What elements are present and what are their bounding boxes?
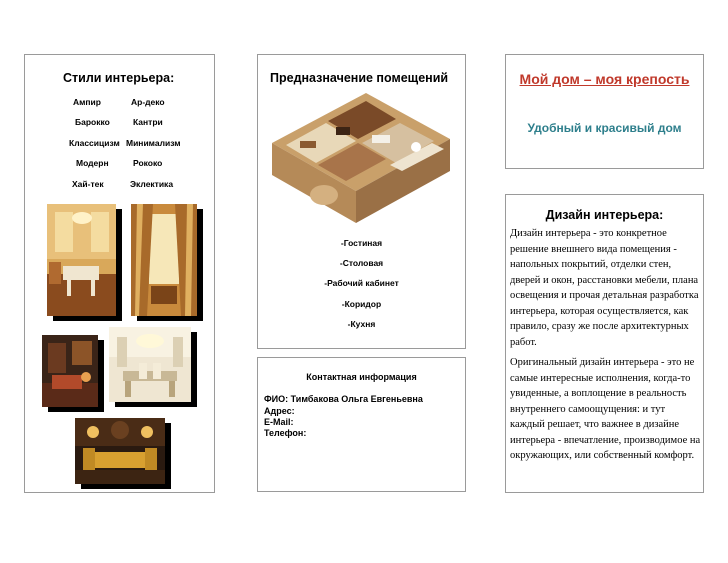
interior-photo-white-dining-room	[109, 327, 191, 402]
contact-panel	[257, 357, 466, 492]
style-item: Кантри	[133, 117, 163, 127]
title-panel	[505, 54, 704, 169]
brand-subtitle: Удобный и красивый дом	[527, 121, 682, 135]
style-item: Классицизм	[69, 138, 120, 148]
design-paragraph-2: Оригинальный дизайн интерьера - это не самые интересные исполнения, когда-то увиденные, а воплощение в реальность внутреннего самоощущения: и тут каждый решает, что важнее в дизайне интерьера - впечатление, производимое на окружающих, или собственный комфорт.	[510, 357, 701, 461]
contact-fio: ФИО: Тимбакова Ольга Евгеньевна	[264, 394, 423, 404]
design-heading: Дизайн интерьера:	[545, 208, 664, 222]
contact-address: Адрес:	[264, 406, 295, 416]
design-paragraph-1: Дизайн интерьера - это конкретное решение внешнего вида помещения - напольных покрытий, отделки стен, дверей и окон, расстановки мебели, плана освещения и прочая детальная разработка интерьера, которая осуществляется, как правило, сразу же после архитектурных работ.	[510, 228, 699, 348]
room-item: -Рабочий кабинет	[324, 278, 399, 288]
room-item: -Гостиная	[340, 238, 383, 248]
style-item: Ар-деко	[131, 97, 165, 107]
design-description	[510, 226, 702, 469]
design-panel	[505, 194, 704, 493]
contact-heading: Контактная информация	[306, 372, 417, 382]
room-item: -Столовая	[339, 258, 384, 268]
interior-photo-golden-lounge	[75, 418, 165, 484]
contact-phone: Телефон:	[264, 428, 307, 438]
interior-photo-classic-living-room	[47, 204, 116, 316]
room-item: -Кухня	[347, 319, 376, 329]
apartment-3d-plan-image	[266, 83, 456, 228]
style-item: Эклектика	[130, 179, 174, 189]
brand-title: Мой дом – моя крепость	[519, 71, 690, 87]
style-item: Модерн	[76, 158, 109, 168]
style-item: Ампир	[73, 97, 101, 107]
style-item: Рококо	[133, 158, 163, 168]
contact-email: E-Mail:	[264, 417, 294, 427]
styles-heading: Стили интерьера:	[63, 71, 175, 85]
interior-photo-curtains	[131, 204, 197, 316]
style-item: Минимализм	[126, 138, 181, 148]
style-item: Барокко	[75, 117, 110, 127]
rooms-heading: Предназначение помещений	[270, 71, 449, 85]
interior-photo-dark-room	[42, 335, 98, 407]
style-item: Хай-тек	[72, 179, 104, 189]
rooms-panel	[257, 54, 466, 349]
styles-panel	[24, 54, 215, 493]
room-item: -Коридор	[341, 299, 382, 309]
